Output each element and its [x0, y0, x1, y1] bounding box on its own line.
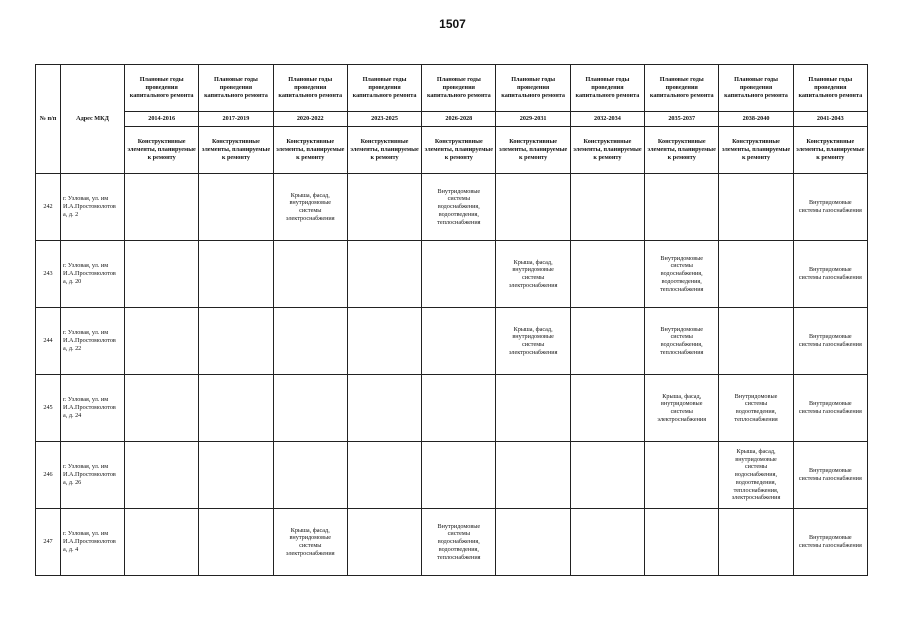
header-planned-6: Плановые годы проведения капитального ремонта — [496, 65, 570, 112]
row-work-cell — [125, 442, 199, 509]
row-address: г. Узловая, ул. им И.А.Простомолотов а, д. 20 — [61, 241, 125, 308]
row-number: 245 — [36, 375, 61, 442]
row-number: 243 — [36, 241, 61, 308]
header-row-years — [36, 112, 868, 127]
row-work-cell — [645, 174, 719, 241]
row-work-cell: Крыша, фасад, внутридомовые системы электроснабжения — [273, 174, 347, 241]
header-years-7: 2032-2034 — [570, 112, 644, 127]
header-years-4: 2023-2025 — [347, 112, 421, 127]
table-row — [36, 509, 868, 576]
row-work-cell — [199, 174, 273, 241]
row-number: 247 — [36, 509, 61, 576]
row-work-cell — [645, 442, 719, 509]
repair-schedule-table — [35, 64, 868, 576]
header-elements-8: Конструктивные элементы, планируемые к ремонту — [645, 127, 719, 174]
row-work-cell — [125, 241, 199, 308]
header-planned-1: Плановые годы проведения капитального ремонта — [125, 65, 199, 112]
header-elements-4: Конструктивные элементы, планируемые к ремонту — [347, 127, 421, 174]
header-planned-10: Плановые годы проведения капитального ремонта — [793, 65, 867, 112]
row-work-cell — [422, 308, 496, 375]
row-number: 242 — [36, 174, 61, 241]
row-work-cell — [496, 509, 570, 576]
row-work-cell — [570, 174, 644, 241]
row-work-cell: Внутридомовые системы водоснабжения, водоотведения, теплоснабжения — [645, 241, 719, 308]
row-work-cell — [199, 509, 273, 576]
row-address: г. Узловая, ул. им И.А.Простомолотов а, д. 4 — [61, 509, 125, 576]
row-work-cell — [347, 174, 421, 241]
row-work-cell — [347, 241, 421, 308]
row-work-cell — [125, 308, 199, 375]
row-work-cell — [347, 375, 421, 442]
row-work-cell: Внутридомовые системы водоснабжения, теплоснабжения — [645, 308, 719, 375]
row-work-cell — [719, 241, 793, 308]
row-work-cell — [570, 308, 644, 375]
row-work-cell — [347, 308, 421, 375]
header-planned-4: Плановые годы проведения капитального ремонта — [347, 65, 421, 112]
row-work-cell — [422, 442, 496, 509]
row-work-cell: Крыша, фасад, внутридомовые системы электроснабжения — [273, 509, 347, 576]
row-work-cell: Внутридомовые системы газоснабжения — [793, 375, 867, 442]
table-row — [36, 241, 868, 308]
row-work-cell: Внутридомовые системы газоснабжения — [793, 509, 867, 576]
row-work-cell — [422, 375, 496, 442]
page-number: 1507 — [439, 17, 466, 31]
header-planned-2: Плановые годы проведения капитального ремонта — [199, 65, 273, 112]
row-work-cell — [645, 509, 719, 576]
header-elements-1: Конструктивные элементы, планируемые к ремонту — [125, 127, 199, 174]
table-row — [36, 442, 868, 509]
row-work-cell: Внутридомовые системы газоснабжения — [793, 308, 867, 375]
header-elements-6: Конструктивные элементы, планируемые к ремонту — [496, 127, 570, 174]
header-years-6: 2029-2031 — [496, 112, 570, 127]
row-work-cell — [496, 174, 570, 241]
header-elements-7: Конструктивные элементы, планируемые к ремонту — [570, 127, 644, 174]
row-work-cell: Внутридомовые системы газоснабжения — [793, 442, 867, 509]
row-work-cell — [422, 241, 496, 308]
row-work-cell — [347, 509, 421, 576]
header-num: № п/п — [36, 65, 61, 174]
row-work-cell — [496, 375, 570, 442]
row-address: г. Узловая, ул. им И.А.Простомолотов а, д. 22 — [61, 308, 125, 375]
row-work-cell — [273, 442, 347, 509]
header-planned-8: Плановые годы проведения капитального ремонта — [645, 65, 719, 112]
row-work-cell — [273, 241, 347, 308]
header-row-elements — [36, 127, 868, 174]
header-elements-3: Конструктивные элементы, планируемые к ремонту — [273, 127, 347, 174]
header-planned-3: Плановые годы проведения капитального ремонта — [273, 65, 347, 112]
row-address: г. Узловая, ул. им И.А.Простомолотов а, д. 2 — [61, 174, 125, 241]
row-work-cell — [125, 174, 199, 241]
row-address: г. Узловая, ул. им И.А.Простомолотов а, д. 26 — [61, 442, 125, 509]
row-work-cell — [719, 308, 793, 375]
row-address: г. Узловая, ул. им И.А.Простомолотов а, д. 24 — [61, 375, 125, 442]
table-row — [36, 375, 868, 442]
header-elements-10: Конструктивные элементы, планируемые к ремонту — [793, 127, 867, 174]
row-work-cell: Внутридомовые системы газоснабжения — [793, 241, 867, 308]
row-work-cell: Внутридомовые системы газоснабжения — [793, 174, 867, 241]
row-work-cell — [570, 442, 644, 509]
header-elements-2: Конструктивные элементы, планируемые к ремонту — [199, 127, 273, 174]
row-work-cell — [719, 509, 793, 576]
header-row-planned — [36, 65, 868, 112]
header-years-8: 2035-2037 — [645, 112, 719, 127]
row-work-cell — [199, 442, 273, 509]
row-work-cell — [125, 375, 199, 442]
header-years-10: 2041-2043 — [793, 112, 867, 127]
row-work-cell — [199, 375, 273, 442]
row-work-cell: Крыша, фасад, внутридомовые системы электроснабжения — [645, 375, 719, 442]
row-work-cell — [273, 375, 347, 442]
header-years-2: 2017-2019 — [199, 112, 273, 127]
table-row — [36, 308, 868, 375]
header-years-1: 2014-2016 — [125, 112, 199, 127]
row-work-cell: Крыша, фасад, внутридомовые системы водоснабжения, водоотведения, теплоснабжения, электроснабжения — [719, 442, 793, 509]
row-work-cell: Крыша, фасад, внутридомовые системы электроснабжения — [496, 241, 570, 308]
row-work-cell: Крыша, фасад, внутридомовые системы электроснабжения — [496, 308, 570, 375]
header-address: Адрес МКД — [61, 65, 125, 174]
table-row — [36, 174, 868, 241]
row-work-cell — [570, 241, 644, 308]
row-work-cell — [199, 308, 273, 375]
header-years-3: 2020-2022 — [273, 112, 347, 127]
row-work-cell: Внутридомовые системы водоотведения, теплоснабжения — [719, 375, 793, 442]
row-work-cell — [719, 174, 793, 241]
row-work-cell — [570, 375, 644, 442]
header-years-9: 2038-2040 — [719, 112, 793, 127]
header-years-5: 2026-2028 — [422, 112, 496, 127]
row-work-cell — [125, 509, 199, 576]
row-work-cell: Внутридомовые системы водоснабжения, водоотведения, теплоснабжения — [422, 509, 496, 576]
row-work-cell — [347, 442, 421, 509]
header-planned-7: Плановые годы проведения капитального ремонта — [570, 65, 644, 112]
header-elements-9: Конструктивные элементы, планируемые к ремонту — [719, 127, 793, 174]
table-body — [36, 174, 868, 576]
row-number: 246 — [36, 442, 61, 509]
row-number: 244 — [36, 308, 61, 375]
row-work-cell — [273, 308, 347, 375]
row-work-cell — [496, 442, 570, 509]
row-work-cell — [570, 509, 644, 576]
header-planned-5: Плановые годы проведения капитального ремонта — [422, 65, 496, 112]
row-work-cell — [199, 241, 273, 308]
row-work-cell: Внутридомовые системы водоснабжения, водоотведения, теплоснабжения — [422, 174, 496, 241]
header-planned-9: Плановые годы проведения капитального ремонта — [719, 65, 793, 112]
header-elements-5: Конструктивные элементы, планируемые к ремонту — [422, 127, 496, 174]
